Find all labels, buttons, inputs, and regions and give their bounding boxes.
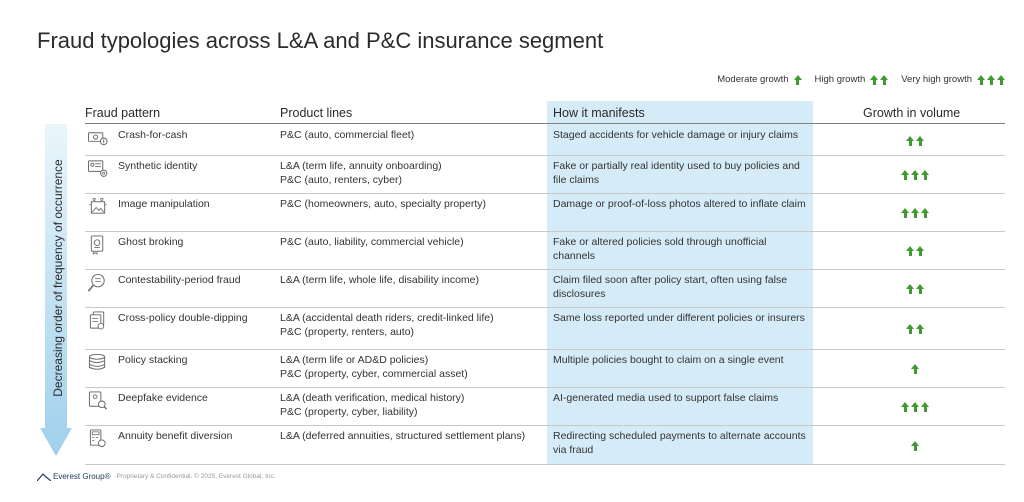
row-how-it-manifests: Damage or proof-of-loss photos altered to inflate claim xyxy=(553,198,806,210)
row-how-it-manifests: Claim filed soon after policy start, often using false disclosures xyxy=(553,274,788,300)
legend-moderate-label: Moderate growth xyxy=(717,74,789,85)
row-divider xyxy=(85,193,1005,194)
legend-very-high-label: Very high growth xyxy=(901,74,972,85)
image-edit-icon xyxy=(87,197,109,217)
stacked-documents-icon xyxy=(87,311,109,331)
frequency-order-label: Decreasing order of frequency of occurrence xyxy=(51,159,65,397)
up-arrow-icon xyxy=(911,441,919,451)
footer-copyright: Proprietary & Confidential. © 2025, Everest Global, Inc. xyxy=(116,473,276,480)
up-arrow-icon xyxy=(916,246,924,256)
row-fraud-pattern: Crash-for-cash xyxy=(118,129,188,141)
up-arrow-icon xyxy=(977,75,985,85)
legend-very-high xyxy=(901,74,1006,85)
product-line: L&A (deferred annuities, structured settlement plans) xyxy=(280,430,526,442)
row-fraud-pattern: Image manipulation xyxy=(118,198,210,210)
up-arrow-icon xyxy=(901,208,909,218)
annuity-calculator-icon xyxy=(87,429,109,449)
row-how-it-manifests: AI-generated media used to support false claims xyxy=(553,392,779,404)
row-product-lines xyxy=(280,353,542,381)
product-line: P&C (auto, renters, cyber) xyxy=(280,174,402,186)
row-fraud-pattern: Contestability-period fraud xyxy=(118,274,241,286)
product-line: L&A (term life or AD&D policies) xyxy=(280,354,429,366)
row-fraud-pattern: Deepfake evidence xyxy=(118,392,208,404)
row-how-it-manifests: Redirecting scheduled payments to alternate accounts via fraud xyxy=(553,430,806,456)
footer-brand: Everest Group® xyxy=(53,472,111,481)
up-arrow-icon xyxy=(906,284,914,294)
row-growth-indicator xyxy=(840,402,990,412)
page-title: Fraud typologies across L&A and P&C insurance segment xyxy=(37,28,604,53)
header-how-it-manifests: How it manifests xyxy=(553,106,645,120)
row-divider xyxy=(85,307,1005,308)
up-arrow-icon xyxy=(911,402,919,412)
legend-moderate xyxy=(717,74,802,85)
header-divider xyxy=(85,123,1005,124)
product-line: P&C (auto, liability, commercial vehicle) xyxy=(280,236,464,248)
product-line: L&A (term life, annuity onboarding) xyxy=(280,160,442,172)
up-arrow-icon xyxy=(911,364,919,374)
up-arrow-icon xyxy=(911,208,919,218)
row-growth-indicator xyxy=(840,324,990,334)
up-arrow-icon xyxy=(793,75,803,85)
row-how-it-manifests: Fake or partially real identity used to buy policies and file claims xyxy=(553,160,800,186)
product-line: P&C (homeowners, auto, specialty property) xyxy=(280,198,487,210)
row-fraud-pattern: Policy stacking xyxy=(118,354,188,366)
growth-legend xyxy=(705,74,1006,85)
product-line: P&C (property, cyber, liability) xyxy=(280,406,418,418)
row-growth-indicator xyxy=(840,136,990,146)
row-how-it-manifests: Fake or altered policies sold through unofficial channels xyxy=(553,236,767,262)
table-bottom-line xyxy=(85,464,1005,465)
database-stack-icon xyxy=(87,353,109,373)
up-arrow-icon xyxy=(916,136,924,146)
product-line: L&A (death verification, medical history) xyxy=(280,392,465,404)
row-growth-indicator xyxy=(840,208,990,218)
up-arrow-icon xyxy=(906,324,914,334)
up-arrow-icon xyxy=(921,402,929,412)
up-arrow-icon xyxy=(997,75,1005,85)
row-how-it-manifests: Same loss reported under different policies or insurers xyxy=(553,312,805,324)
up-arrow-icon xyxy=(921,208,929,218)
product-line: P&C (property, renters, auto) xyxy=(280,326,415,338)
row-growth-indicator xyxy=(840,441,990,451)
product-line: L&A (accidental death riders, credit-linked life) xyxy=(280,312,494,324)
row-growth-indicator xyxy=(840,246,990,256)
car-cash-icon xyxy=(87,128,109,148)
row-fraud-pattern: Cross-policy double-dipping xyxy=(118,312,248,324)
legend-high xyxy=(815,74,890,85)
magnifier-document-icon xyxy=(87,273,109,293)
row-how-it-manifests: Staged accidents for vehicle damage or injury claims xyxy=(553,129,799,141)
product-line: P&C (property, cyber, commercial asset) xyxy=(280,368,468,380)
up-arrow-icon xyxy=(906,136,914,146)
header-fraud-pattern: Fraud pattern xyxy=(85,106,161,120)
id-card-icon xyxy=(87,159,109,179)
header-growth-in-volume: Growth in volume xyxy=(863,106,961,120)
everest-logo-icon xyxy=(37,473,51,481)
up-arrow-icon xyxy=(880,75,888,85)
up-arrow-icon xyxy=(916,324,924,334)
row-product-lines xyxy=(280,311,542,339)
row-product-lines xyxy=(280,235,542,249)
up-arrow-icon xyxy=(921,170,929,180)
up-arrow-icon xyxy=(916,284,924,294)
row-product-lines xyxy=(280,429,542,443)
footer xyxy=(37,472,276,481)
row-product-lines xyxy=(280,128,542,142)
row-fraud-pattern: Ghost broking xyxy=(118,236,184,248)
row-divider xyxy=(85,155,1005,156)
row-divider xyxy=(85,349,1005,350)
row-growth-indicator xyxy=(840,284,990,294)
row-fraud-pattern: Synthetic identity xyxy=(118,160,198,172)
row-fraud-pattern: Annuity benefit diversion xyxy=(118,430,233,442)
row-product-lines xyxy=(280,159,542,187)
up-arrow-icon xyxy=(901,402,909,412)
row-divider xyxy=(85,231,1005,232)
up-arrow-icon xyxy=(911,170,919,180)
up-arrow-icon xyxy=(901,170,909,180)
row-divider xyxy=(85,387,1005,388)
up-arrow-icon xyxy=(869,75,889,85)
row-growth-indicator xyxy=(840,364,990,374)
deepfake-search-icon xyxy=(87,391,109,411)
up-arrow-icon xyxy=(987,75,995,85)
product-line: P&C (auto, commercial fleet) xyxy=(280,129,415,141)
row-divider xyxy=(85,425,1005,426)
row-divider xyxy=(85,269,1005,270)
row-how-it-manifests: Multiple policies bought to claim on a single event xyxy=(553,354,784,366)
header-product-lines: Product lines xyxy=(280,106,353,120)
up-arrow-icon xyxy=(906,246,914,256)
legend-high-label: High growth xyxy=(814,74,866,85)
row-growth-indicator xyxy=(840,170,990,180)
row-product-lines xyxy=(280,391,542,419)
up-arrow-icon xyxy=(976,75,1006,85)
up-arrow-icon xyxy=(794,75,802,85)
product-line: L&A (term life, whole life, disability income) xyxy=(280,274,479,286)
ghost-document-icon xyxy=(87,235,109,255)
row-product-lines xyxy=(280,197,542,211)
row-product-lines xyxy=(280,273,542,287)
up-arrow-icon xyxy=(870,75,878,85)
